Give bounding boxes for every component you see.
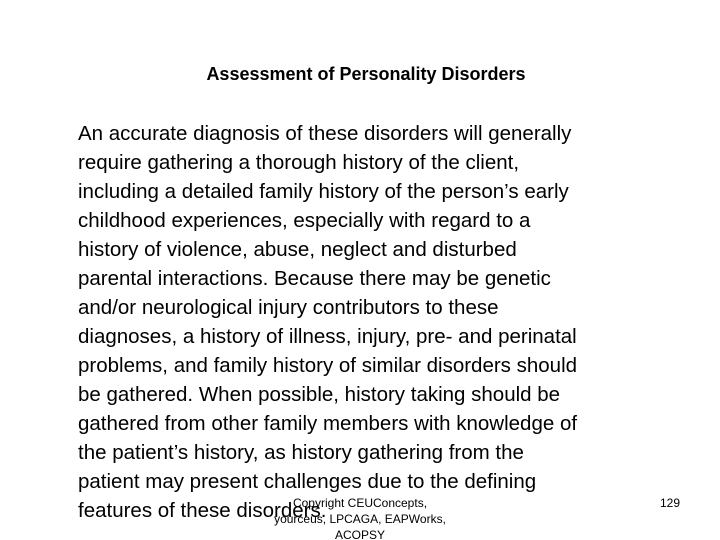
slide-title: Assessment of Personality Disorders [206,64,526,84]
footer-line: Copyright CEUConcepts, [292,496,428,510]
body-line: features of these disorders. [78,499,327,522]
body-paragraph [78,119,690,525]
body-line: problems, and family history of similar disorders should [78,354,578,377]
body-line: including a detailed family history of the person’s early [78,180,569,203]
body-line: and/or neurological injury contributors to these [78,296,499,319]
body-line: require gathering a thorough history of the client, [78,151,520,174]
body-line: childhood experiences, especially with regard to a [78,209,531,232]
copyright-footer [254,495,466,540]
body-line: be gathered. When possible, history taking should be [78,383,561,406]
body-line: An accurate diagnosis of these disorders will generally [78,122,572,145]
body-line: the patient’s history, as history gathering from the [78,441,524,464]
body-line: history of violence, abuse, neglect and disturbed [78,238,517,261]
body-line: parental interactions. Because there may be genetic [78,267,551,290]
footer-line: yourceus, LPCAGA, EAPWorks, [274,512,446,526]
body-line: gathered from other family members with knowledge of [78,412,578,435]
page-number: 129 [659,496,680,510]
body-line: diagnoses, a history of illness, injury, pre- and perinatal [78,325,577,348]
body-line: patient may present challenges due to the defining [78,470,537,493]
footer-line: ACOPSY [334,528,385,540]
